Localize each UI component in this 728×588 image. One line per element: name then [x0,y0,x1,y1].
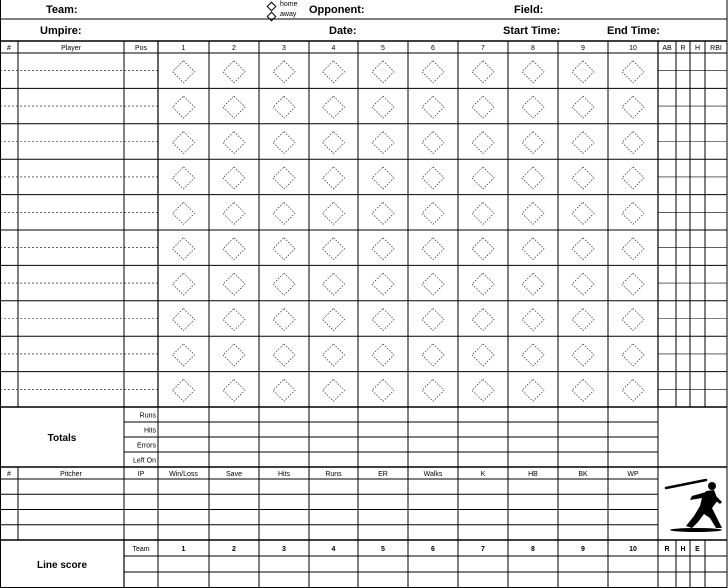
base-diamond-icon[interactable] [323,273,345,295]
umpire-label: Umpire: [40,25,82,37]
base-diamond-icon[interactable] [323,379,345,401]
base-diamond-icon[interactable] [173,379,195,401]
base-diamond-icon[interactable] [173,132,195,154]
base-diamond-icon[interactable] [323,309,345,331]
base-diamond-icon[interactable] [223,167,245,189]
base-diamond-icon[interactable] [273,273,295,295]
base-diamond-icon[interactable] [372,273,394,295]
base-diamond-icon[interactable] [372,309,394,331]
line-score-inning-2: 2 [232,546,236,553]
base-diamond-icon[interactable] [372,238,394,260]
base-diamond-icon[interactable] [173,202,195,224]
base-diamond-icon[interactable] [223,379,245,401]
base-diamond-icon[interactable] [173,344,195,366]
line-score-team-header: Team [132,546,150,553]
base-diamond-icon[interactable] [522,273,544,295]
base-diamond-icon[interactable] [522,132,544,154]
pitcher-header-bk: BK [578,471,588,478]
base-diamond-icon[interactable] [223,344,245,366]
pitcher-header-#: # [7,471,11,478]
inning-header-10: 10 [629,45,637,52]
base-diamond-icon[interactable] [572,273,594,295]
pitcher-header-wp: WP [627,471,639,478]
base-diamond-icon[interactable] [572,61,594,83]
line-score-inning-9: 9 [581,546,585,553]
line-score-total-h: H [680,546,686,553]
base-diamond-icon[interactable] [472,132,494,154]
base-diamond-icon[interactable] [422,238,444,260]
base-diamond-icon[interactable] [622,309,644,331]
base-diamond-icon[interactable] [572,167,594,189]
base-diamond-icon[interactable] [372,344,394,366]
end-time-label: End Time: [607,25,660,37]
base-diamond-icon[interactable] [323,344,345,366]
base-diamond-icon[interactable] [572,309,594,331]
inning-header-7: 7 [481,45,485,52]
base-diamond-icon[interactable] [572,132,594,154]
base-diamond-icon[interactable] [323,96,345,118]
base-diamond-icon[interactable] [273,238,295,260]
col-pos-header: Pos [134,45,148,52]
base-diamond-icon[interactable] [572,344,594,366]
inning-header-3: 3 [282,45,286,52]
base-diamond-icon[interactable] [622,167,644,189]
base-diamond-icon[interactable] [472,273,494,295]
base-diamond-icon[interactable] [472,379,494,401]
pitcher-header-runs: Runs [325,471,342,478]
base-diamond-icon[interactable] [622,96,644,118]
totals-label: Totals [47,433,77,444]
line-score-inning-3: 3 [282,546,286,553]
base-diamond-icon[interactable] [472,96,494,118]
base-diamond-icon[interactable] [472,344,494,366]
base-diamond-icon[interactable] [223,238,245,260]
inning-header-8: 8 [531,45,535,52]
inning-header-5: 5 [381,45,385,52]
base-diamond-icon[interactable] [522,96,544,118]
base-diamond-icon[interactable] [522,202,544,224]
home-label: home [280,1,298,8]
base-diamond-icon[interactable] [273,167,295,189]
team-label: Team: [46,4,78,16]
line-score-total-r: R [664,546,670,553]
field-label: Field: [514,4,544,16]
inning-header-4: 4 [331,45,336,52]
base-diamond-icon[interactable] [173,238,195,260]
base-diamond-icon[interactable] [422,96,444,118]
base-diamond-icon[interactable] [472,202,494,224]
base-diamond-icon[interactable] [522,238,544,260]
col-player-header: Player [61,45,81,52]
base-diamond-icon[interactable] [422,273,444,295]
col-number-header: # [7,45,11,52]
base-diamond-icon[interactable] [323,61,345,83]
pitcher-header-save: Save [226,471,242,478]
base-diamond-icon[interactable] [223,309,245,331]
line-score-inning-8: 8 [531,546,535,553]
base-diamond-icon[interactable] [372,379,394,401]
base-diamond-icon[interactable] [273,379,295,401]
base-diamond-icon[interactable] [173,309,195,331]
base-diamond-icon[interactable] [622,61,644,83]
base-diamond-icon[interactable] [522,344,544,366]
base-diamond-icon[interactable] [522,379,544,401]
base-diamond-icon[interactable] [472,167,494,189]
base-diamond-icon[interactable] [372,61,394,83]
pitcher-header-er: ER [378,471,388,478]
base-diamond-icon[interactable] [422,132,444,154]
base-diamond-icon[interactable] [472,238,494,260]
base-diamond-icon[interactable] [323,132,345,154]
totals-row-hits: Hits [143,427,156,435]
opponent-label: Opponent: [309,4,365,16]
base-diamond-icon[interactable] [572,96,594,118]
base-diamond-icon[interactable] [472,61,494,83]
stat-header-r: R [680,45,686,52]
line-score-total-e: E [695,546,700,553]
base-diamond-icon[interactable] [622,379,644,401]
date-label: Date: [329,25,357,37]
base-diamond-icon[interactable] [273,309,295,331]
base-diamond-icon[interactable] [522,61,544,83]
base-diamond-icon[interactable] [223,61,245,83]
inning-header-9: 9 [581,45,585,52]
pitcher-header-win-loss: Win/Loss [169,471,198,478]
base-diamond-icon[interactable] [572,238,594,260]
totals-row-runs: Runs [139,412,156,420]
base-diamond-icon[interactable] [273,202,295,224]
base-diamond-icon[interactable] [422,309,444,331]
pitcher-header-k: K [480,471,486,478]
base-diamond-icon[interactable] [422,167,444,189]
line-score-label: Line score [36,560,88,571]
base-diamond-icon[interactable] [372,96,394,118]
base-diamond-icon[interactable] [223,273,245,295]
base-diamond-icon[interactable] [273,96,295,118]
pitcher-header-walks: Walks [423,471,443,478]
inning-header-1: 1 [181,45,186,52]
base-diamond-icon[interactable] [323,167,345,189]
base-diamond-icon[interactable] [572,379,594,401]
pitcher-header-hb: HB [528,471,538,478]
line-score-inning-10: 10 [629,546,637,553]
stat-header-ab: AB [662,45,672,52]
base-diamond-icon[interactable] [472,309,494,331]
base-diamond-icon[interactable] [273,344,295,366]
base-diamond-icon[interactable] [273,132,295,154]
stat-header-rbi: RBI [710,45,722,52]
base-diamond-icon[interactable] [173,96,195,118]
pitcher-header-pitcher: Pitcher [60,471,82,478]
base-diamond-icon[interactable] [622,132,644,154]
base-diamond-icon[interactable] [522,167,544,189]
line-score-inning-6: 6 [431,546,435,553]
line-score-inning-1: 1 [181,546,186,553]
base-diamond-icon[interactable] [173,273,195,295]
base-diamond-icon[interactable] [422,344,444,366]
baseball-batter-image [666,480,722,532]
base-diamond-icon[interactable] [422,379,444,401]
line-score-inning-5: 5 [381,546,385,553]
base-diamond-icon[interactable] [622,344,644,366]
inning-header-6: 6 [431,45,435,52]
start-time-label: Start Time: [503,25,561,37]
totals-row-left-on: Left On [133,457,156,465]
base-diamond-icon[interactable] [223,96,245,118]
away-label: away [280,11,297,18]
base-diamond-icon[interactable] [572,202,594,224]
base-diamond-icon[interactable] [223,132,245,154]
base-diamond-icon[interactable] [622,238,644,260]
base-diamond-icon[interactable] [372,132,394,154]
base-diamond-icon[interactable] [622,202,644,224]
line-score-inning-4: 4 [331,546,336,553]
base-diamond-icon[interactable] [173,61,195,83]
pitcher-header-ip: IP [137,471,145,478]
base-diamond-icon[interactable] [522,309,544,331]
base-diamond-icon[interactable] [422,202,444,224]
base-diamond-icon[interactable] [422,61,444,83]
base-diamond-icon[interactable] [173,167,195,189]
totals-row-errors: Errors [136,442,156,450]
stat-header-h: H [694,45,701,52]
base-diamond-icon[interactable] [372,167,394,189]
base-diamond-icon[interactable] [223,202,245,224]
pitcher-header-hits: Hits [277,471,291,478]
base-diamond-icon[interactable] [622,273,644,295]
line-score-inning-7: 7 [481,546,485,553]
base-diamond-icon[interactable] [323,202,345,224]
base-diamond-icon[interactable] [323,238,345,260]
inning-header-2: 2 [232,45,236,52]
base-diamond-icon[interactable] [273,61,295,83]
base-diamond-icon[interactable] [372,202,394,224]
